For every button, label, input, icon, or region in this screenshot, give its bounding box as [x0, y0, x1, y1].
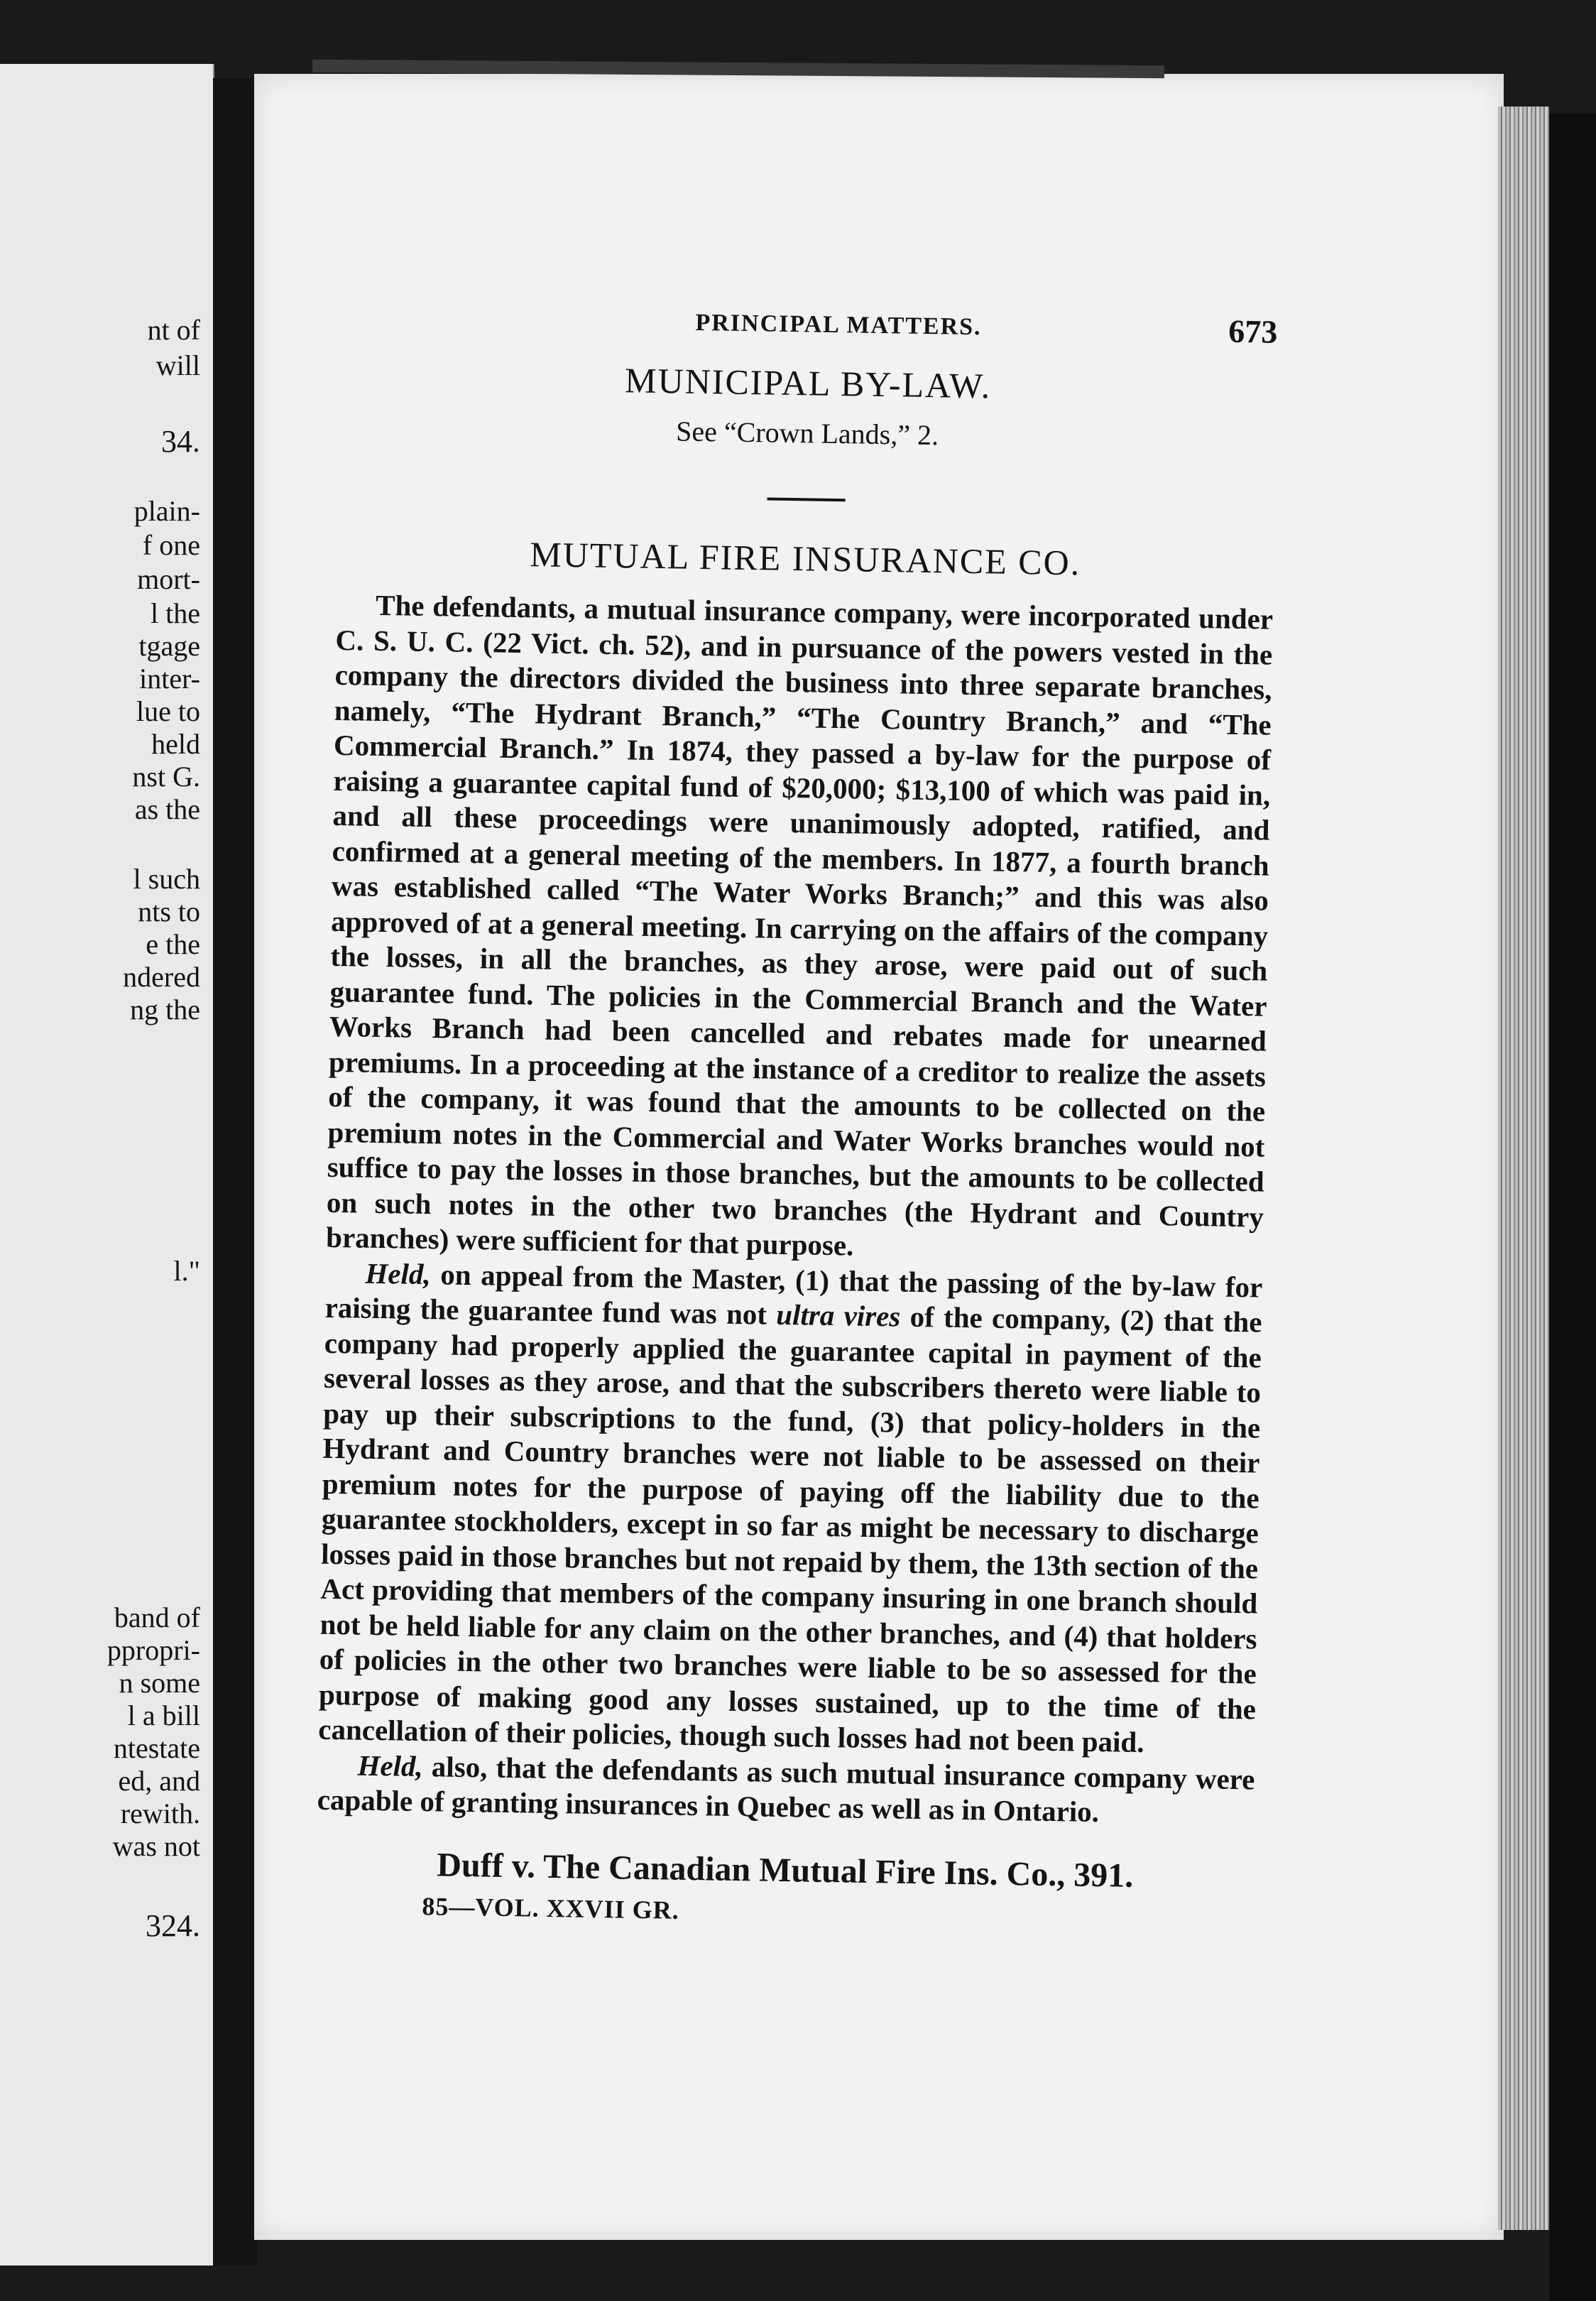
left-page-fragment: ppropri- [106, 1634, 200, 1666]
left-page-fragment: l a bill [127, 1699, 200, 1731]
left-page [0, 64, 214, 2265]
left-page-fragment: 324. [146, 1908, 200, 1943]
left-page-fragment: band of [114, 1601, 200, 1633]
case-citation: Duff v. The Canadian Mutual Fire Ins. Co., 391. [436, 1845, 1134, 1895]
paragraph-held-1 [318, 1255, 1263, 1762]
paragraph-facts: The defendants, a mutual insurance company, were incorporated under C. S. U. C. (22 Vict. ch. 52), and in pursuance of the powers vested in the company the directors divided the business into three separate branches, namely, “The Hydrant Branch,” “The Country Branch,” and “The Commercial Branch.” In 1874, they passed a by-law for the purpose of raising a guarantee capital fund of $20,000; $13,100 of which was paid in, and all these proceedings were unanimously adopted, ratified, and confirmed at a general meeting of the members. In 1877, a fourth branch was established called “The Water Works Branch;” and this was also approved of at a general meeting. In carrying on the affairs of the company the losses, in all the branches, as they arose, were paid out of such guarantee fund. The policies in the Commercial Branch and the Water Works Branch had been cancelled and rebates made for unearned premiums. In a proceeding at the instance of a creditor to realize the assets of the company, it was found that the amounts to be collected on the premium notes in the Commercial and Water Works branches would not suffice to pay the losses in those branches, but the amounts to be collected on such notes in the other two branches (the Hydrant and Country branches) were sufficient for that purpose. [325, 588, 1274, 1262]
volume-signature: 85—VOL. XXVII GR. [422, 1891, 680, 1925]
left-page-fragment: e the [146, 928, 200, 960]
left-page-fragment: 34. [161, 424, 200, 459]
left-page-fragment: l such [133, 863, 200, 895]
left-page-fragment: nst G. [132, 761, 200, 793]
left-page-fragment: nts to [138, 896, 200, 928]
left-page-fragment: rewith. [120, 1797, 200, 1829]
left-page-fragment: tgage [138, 630, 200, 662]
left-page-fragment: will [155, 349, 200, 381]
section-heading-mutual-fire-insurance: MUTUAL FIRE INSURANCE CO. [529, 534, 1081, 583]
page-number: 673 [1228, 312, 1278, 350]
held-label: Held, [365, 1256, 432, 1290]
held-text-2: also, that the defendants as such mutual insurance company were capable of granting insurances in Quebec as well as in Ontario. [317, 1749, 1255, 1829]
left-page-fragment: inter- [139, 663, 200, 695]
left-page-fragment: ndered [123, 961, 200, 993]
left-page-fragment: was not [112, 1830, 200, 1862]
left-page-fragment: f one [142, 529, 200, 561]
section-divider [767, 497, 846, 501]
ultra-vires-term: ultra vires [775, 1298, 901, 1333]
left-page-fragment: held [151, 728, 200, 760]
left-page-fragment: ng the [130, 994, 200, 1026]
left-page-fragment: l the [151, 597, 200, 629]
left-page-fragment: as the [134, 793, 200, 825]
held-text-a: on appeal from the Master, (1) that the passing of the by-law for raising the guarantee fund was not [324, 1257, 1263, 1331]
left-page-fragment: l." [173, 1255, 200, 1287]
held-label-2: Held, [357, 1748, 424, 1783]
left-page-fragment: ed, and [118, 1765, 200, 1797]
paragraph-held-2 [317, 1747, 1255, 1832]
left-page-fragment: nt of [147, 314, 200, 346]
cross-reference: See “Crown Lands,” 2. [675, 415, 939, 452]
left-page-fragment: mort- [137, 563, 200, 595]
section-heading-municipal-by-law: MUNICIPAL BY-LAW. [624, 360, 992, 406]
left-page-fragment: plain- [133, 495, 200, 527]
left-page-fragment: lue to [136, 695, 200, 727]
book-gutter [213, 78, 257, 2265]
left-page-fragment: n some [119, 1667, 200, 1699]
page-content [315, 298, 1278, 1934]
running-title: PRINCIPAL MATTERS. [695, 309, 982, 341]
held-text-b: of the company, (2) that the company had properly applied the guarantee capital in payment of the several losses as they arose, and that the subscribers thereto were liable to pay up their subscriptions to the fund, (3) that policy-holders in the Hydrant and Country branches were not liable to be assessed on their premium notes for the purpose of paying off the liability due to the guarantee stockholders, except in so far as might be necessary to discharge losses paid in those branches but not repaid by them, the 13th section of the Act providing that members of the company insuring in one branch should not be held liable for any claim on the other branches, and (4) that holders of policies in the other two branches were liable to be so assessed for the purpose of making good any losses sustained, up to the time of the cancellation of their policies, though such losses had not been paid. [317, 1300, 1262, 1759]
page-edges [1498, 107, 1549, 2230]
scan-border [1549, 114, 1596, 2301]
left-page-fragment: ntestate [113, 1732, 200, 1764]
